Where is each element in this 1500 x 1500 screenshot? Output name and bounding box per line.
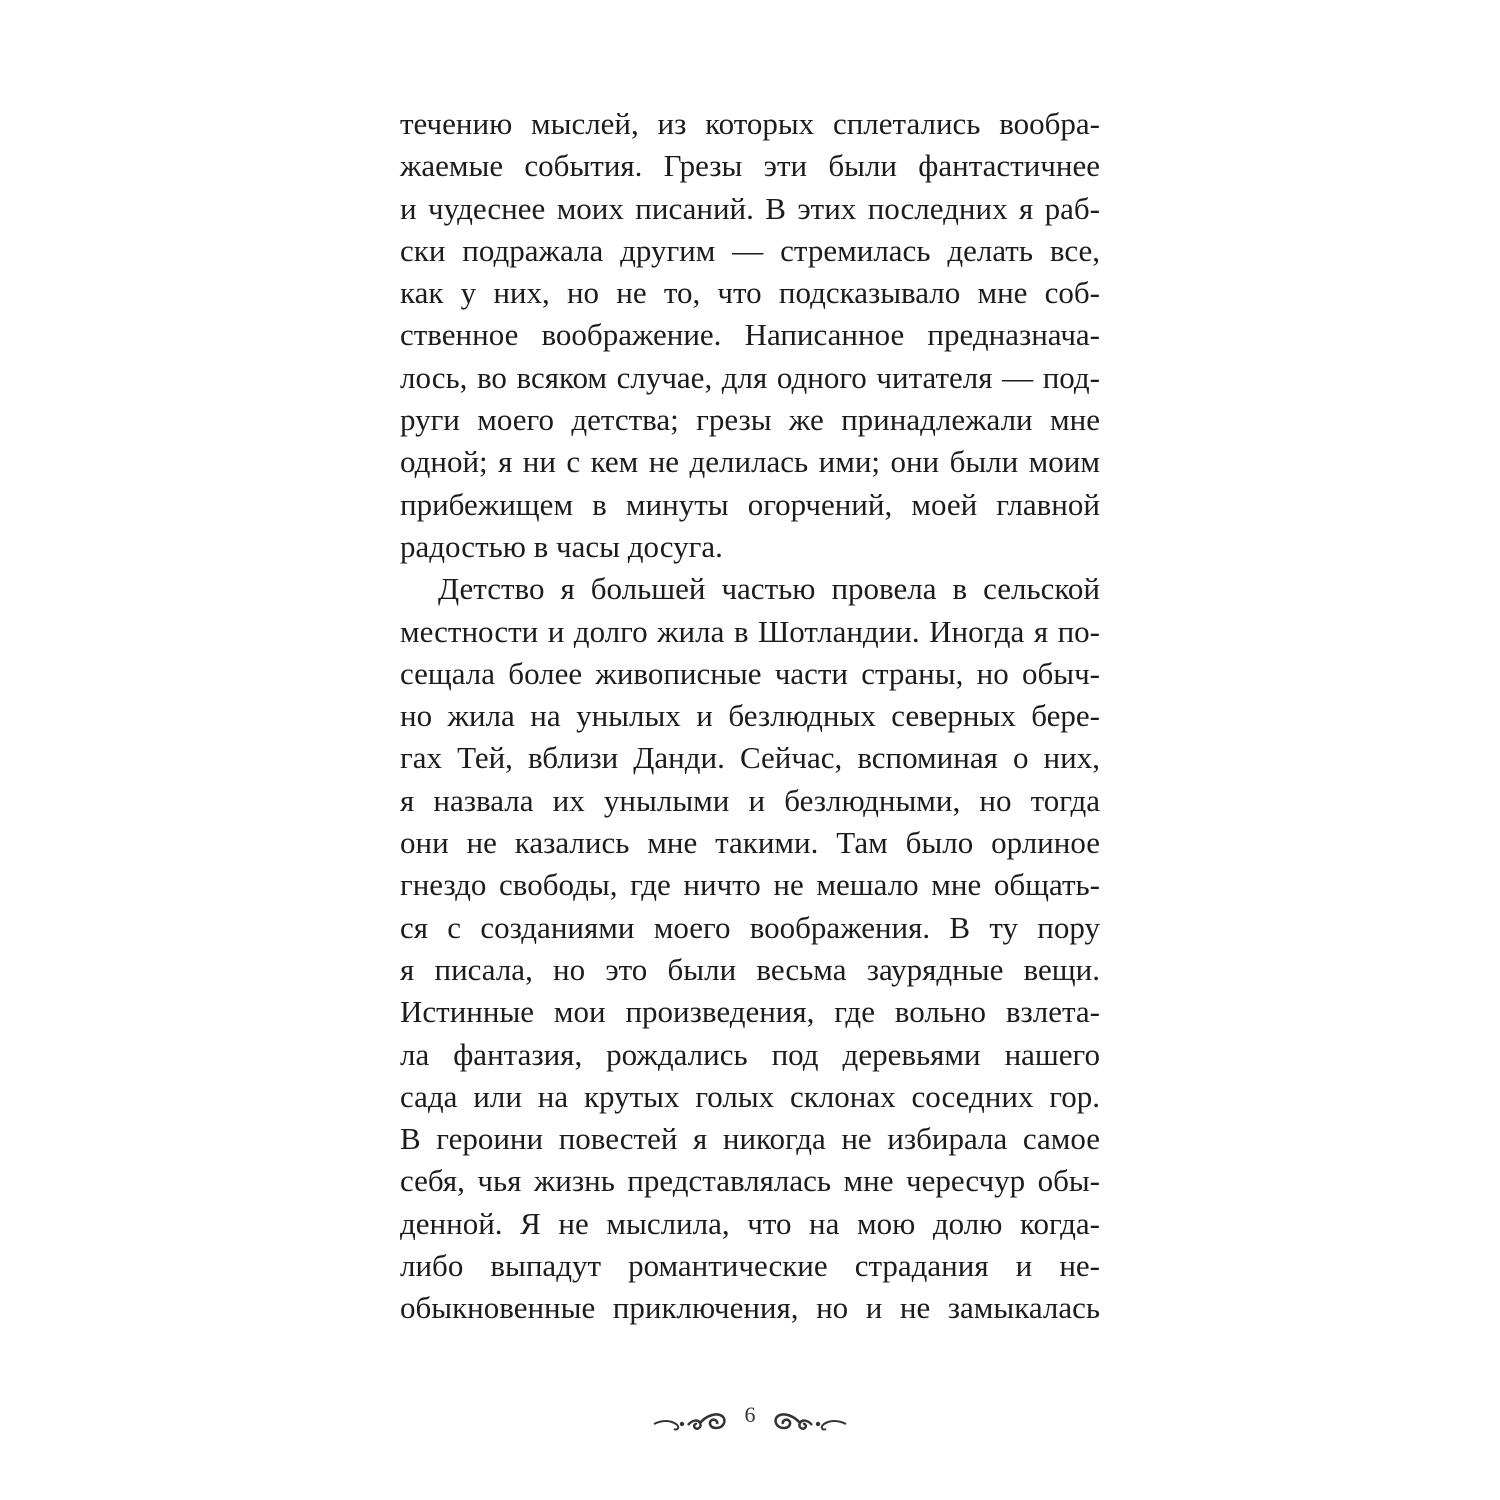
text-line: ственное воображение. Написанное предназнача- (400, 317, 1100, 353)
text-line: я назвала их унылыми и безлюдными, но тогда (400, 782, 1100, 818)
text-line: как у них, но не то, что подсказывало мне соб- (400, 275, 1100, 311)
flourish-left-icon (652, 1402, 730, 1436)
text-line: одной; я ни с кем не делилась ими; они были моим (400, 444, 1100, 480)
text-line: ла фантазия, рождались под деревьями нашего (400, 1036, 1100, 1072)
text-line: я писала, но это были весьма заурядные вещи. (400, 951, 1100, 987)
page-number: 6 (744, 1402, 756, 1427)
text-line: но жила на унылых и безлюдных северных бере- (400, 698, 1100, 734)
page-footer (0, 1398, 1500, 1438)
text-line: сада или на крутых голых склонах соседних гор. (400, 1078, 1100, 1114)
text-line: руги моего детства; грезы же принадлежали мне (400, 402, 1100, 438)
text-line: и чудеснее моих писаний. В этих последних я раб- (400, 190, 1100, 226)
text-line: либо выпадут романтические страдания и не- (400, 1248, 1100, 1284)
text-line: Детство я большей частью провела в сельской (438, 571, 1100, 607)
text-line: гнездо свободы, где ничто не мешало мне общать- (400, 867, 1100, 903)
paragraph-2 (400, 568, 1100, 1329)
paragraph-1 (400, 103, 1100, 568)
text-line: они не казались мне такими. Там было орлиное (400, 825, 1100, 861)
text-line: сещала более живописные части страны, но обыч- (400, 655, 1100, 691)
text-line: прибежищем в минуты огорчений, моей главной (400, 486, 1100, 522)
text-line: Истинные мои произведения, где вольно взлета- (400, 994, 1100, 1030)
text-line: местности и долго жила в Шотландии. Иногда я по- (400, 613, 1100, 649)
text-line: лось, во всяком случае, для одного читателя — под- (400, 359, 1100, 395)
text-line: ски подражала другим — стремилась делать все, (400, 232, 1100, 268)
text-line: течению мыслей, из которых сплетались вообра- (400, 106, 1100, 141)
text-line: себя, чья жизнь представлялась мне чересчур обы- (400, 1163, 1100, 1199)
text-line: обыкновенные приключения, но и не замыкалась (400, 1290, 1100, 1326)
text-line: В героини повестей я никогда не избирала самое (400, 1121, 1100, 1157)
body-text (400, 103, 1100, 1330)
text-line: денной. Я не мыслила, что на мою долю когда- (400, 1205, 1100, 1241)
text-line: жаемые события. Грезы эти были фантастичнее (400, 148, 1100, 184)
flourish-right-icon (770, 1402, 848, 1436)
text-line: гах Тей, вблизи Данди. Сейчас, вспоминая о них, (400, 740, 1100, 776)
text-line: ся с созданиями моего воображения. В ту пору (400, 909, 1100, 945)
text-line: радостью в часы досуга. (400, 528, 723, 564)
